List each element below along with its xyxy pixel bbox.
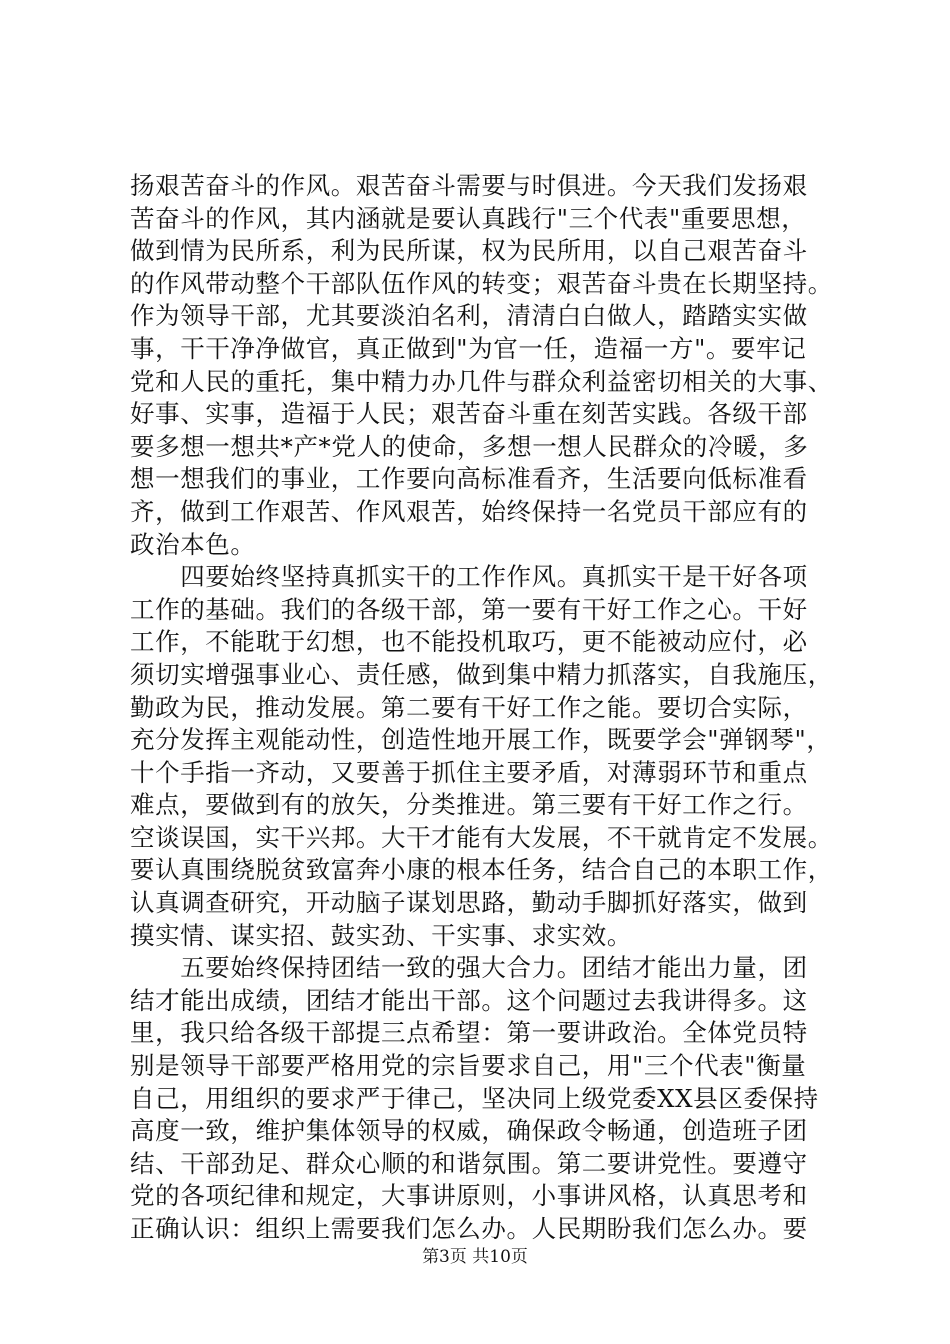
text-line: 要多想一想共*产*党人的使命，多想一想人民群众的冷暖，多 <box>130 431 809 461</box>
text-line: 勤政为民，推动发展。第二要有干好工作之能。要切合实际， <box>130 692 808 722</box>
text-line: 高度一致，维护集体领导的权威，确保政令畅通，创造班子团 <box>130 1116 808 1146</box>
text-line: 四要始终坚持真抓实干的工作作风。真抓实干是干好各项 <box>130 562 808 592</box>
text-line: 结、干部劲足、群众心顺的和谐氛围。第二要讲党性。要遵守 <box>130 1148 808 1178</box>
text-line: 结才能出成绩，团结才能出干部。这个问题过去我讲得多。这 <box>130 985 808 1015</box>
text-line: 工作，不能耽于幻想，也不能投机取巧，更不能被动应付，必 <box>130 627 808 657</box>
text-line: 里，我只给各级干部提三点希望：第一要讲政治。全体党员特 <box>130 1018 808 1048</box>
text-line: 正确认识：组织上需要我们怎么办。人民期盼我们怎么办。要 <box>130 1214 808 1243</box>
text-line: 十个手指一齐动，又要善于抓住主要矛盾，对薄弱环节和重点 <box>130 757 808 787</box>
text-line: 政治本色。 <box>130 529 256 559</box>
text-line: 做到情为民所系，利为民所谋，权为民所用，以自己艰苦奋斗 <box>130 236 808 266</box>
text-line: 须切实增强事业心、责任感，做到集中精力抓落实，自我施压， <box>130 659 833 689</box>
page-number-footer: 第3页 共10页 <box>422 1247 528 1267</box>
text-line: 的作风带动整个干部队伍作风的转变；艰苦奋斗贵在长期坚持。 <box>130 268 833 298</box>
text-line: 五要始终保持团结一致的强大合力。团结才能出力量，团 <box>130 953 808 983</box>
text-line: 齐，做到工作艰苦、作风艰苦，始终保持一名党员干部应有的 <box>130 496 808 526</box>
text-line: 作为领导干部，尤其要淡泊名利，清清白白做人，踏踏实实做 <box>130 301 808 331</box>
text-line: 难点，要做到有的放矢，分类推进。第三要有干好工作之行。 <box>130 790 808 820</box>
text-line: 摸实情、谋实招、鼓实劲、干实事、求实效。 <box>130 920 632 950</box>
text-line: 空谈误国，实干兴邦。大干才能有大发展，不干就肯定不发展。 <box>130 822 833 852</box>
text-line: 充分发挥主观能动性，创造性地开展工作，既要学会"弹钢琴"， <box>130 725 832 755</box>
text-line: 别是领导干部要严格用党的宗旨要求自己，用"三个代表"衡量 <box>130 1051 807 1081</box>
document-body <box>130 170 833 1246</box>
text-line: 想一想我们的事业，工作要向高标准看齐，生活要向低标准看 <box>130 464 808 494</box>
text-line: 事，干干净净做官，真正做到"为官一任，造福一方"。要牢记 <box>130 333 807 363</box>
text-line: 工作的基础。我们的各级干部，第一要有干好工作之心。干好 <box>130 594 808 624</box>
text-line: 认真调查研究，开动脑子谋划思路，勤动手脚抓好落实，做到 <box>130 888 808 918</box>
text-line: 要认真围绕脱贫致富奔小康的根本任务，结合自己的本职工作， <box>130 855 833 885</box>
text-line: 扬艰苦奋斗的作风。艰苦奋斗需要与时俱进。今天我们发扬艰 <box>130 171 808 200</box>
text-line: 苦奋斗的作风，其内涵就是要认真践行"三个代表"重要思想， <box>130 203 807 233</box>
text-line: 党的各项纪律和规定，大事讲原则，小事讲风格，认真思考和 <box>130 1181 808 1211</box>
text-line: 自己，用组织的要求严于律己，坚决同上级党委XX县区委保持 <box>130 1083 819 1113</box>
text-line: 好事、实事，造福于人民；艰苦奋斗重在刻苦实践。各级干部 <box>130 399 808 429</box>
text-line: 党和人民的重托，集中精力办几件与群众利益密切相关的大事、 <box>130 366 833 396</box>
